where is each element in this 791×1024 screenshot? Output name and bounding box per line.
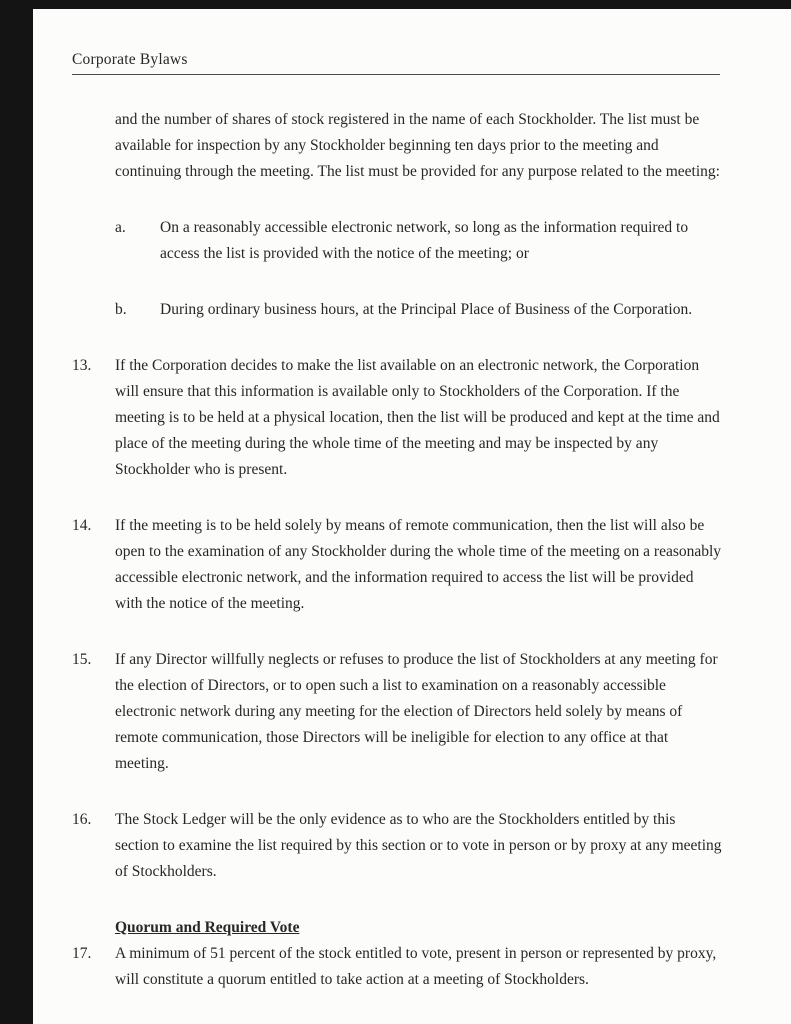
numbered-item-15	[72, 647, 723, 777]
list-text-a: On a reasonably accessible electronic network, so long as the information required to access the list is provided with the notice of the meeting; or	[160, 219, 689, 262]
item-number-16: 16.	[72, 811, 92, 828]
list-text-b: During ordinary business hours, at the Principal Place of Business of the Corporation.	[160, 301, 693, 318]
section-heading-quorum: Quorum and Required Vote	[115, 919, 300, 936]
item-number-17: 17.	[72, 945, 92, 962]
numbered-item-17	[72, 941, 723, 993]
item-number-14: 14.	[72, 517, 92, 534]
list-marker-a: a.	[115, 219, 126, 236]
list-marker-b: b.	[115, 301, 127, 318]
item-text-17: A minimum of 51 percent of the stock entitled to vote, present in person or represented by proxy, will constitute a quorum entitled to take action at a meeting of Stockholders.	[115, 945, 717, 988]
numbered-item-14	[72, 513, 723, 617]
paragraph-continuation: and the number of shares of stock registered in the name of each Stockholder. The list must be available for inspection by any Stockholder beginning ten days prior to the meeting and continuing through the meeting. The list must be provided for any purpose related to the meeting:	[115, 111, 720, 180]
numbered-item-13	[72, 353, 723, 483]
item-text-16: The Stock Ledger will be the only evidence as to who are the Stockholders entitled by this section to examine the list required by this section or to vote in person or by proxy at any meeting of Stockholders.	[115, 811, 722, 880]
item-text-14: If the meeting is to be held solely by means of remote communication, then the list will also be open to the examination of any Stockholder during the whole time of the meeting on a reasonably accessible electronic network, and the information required to access the list will be provided with the notice of the meeting.	[115, 517, 722, 612]
document-title: Corporate Bylaws	[72, 51, 188, 68]
item-text-13: If the Corporation decides to make the list available on an electronic network, the Corporation will ensure that this information is available only to Stockholders of the Corporation. If the meeting is to be held at a physical location, then the list will be produced and kept at the time and place of the meeting during the whole time of the meeting and may be inspected by any Stockholder who is present.	[115, 357, 720, 478]
item-number-13: 13.	[72, 357, 92, 374]
numbered-item-16	[72, 807, 723, 885]
item-number-15: 15.	[72, 651, 92, 668]
document-page	[33, 9, 791, 1024]
page-header	[72, 51, 720, 75]
item-text-15: If any Director willfully neglects or refuses to produce the list of Stockholders at any meeting for the election of Directors, or to open such a list to examination on a reasonably accessible electronic network during any meeting for the election of Directors held solely by means of remote communication, those Directors will be ineligible for election to any office at that meeting.	[115, 651, 718, 772]
document-body	[72, 107, 723, 993]
list-item-b	[115, 297, 723, 323]
list-item-a	[115, 215, 723, 267]
